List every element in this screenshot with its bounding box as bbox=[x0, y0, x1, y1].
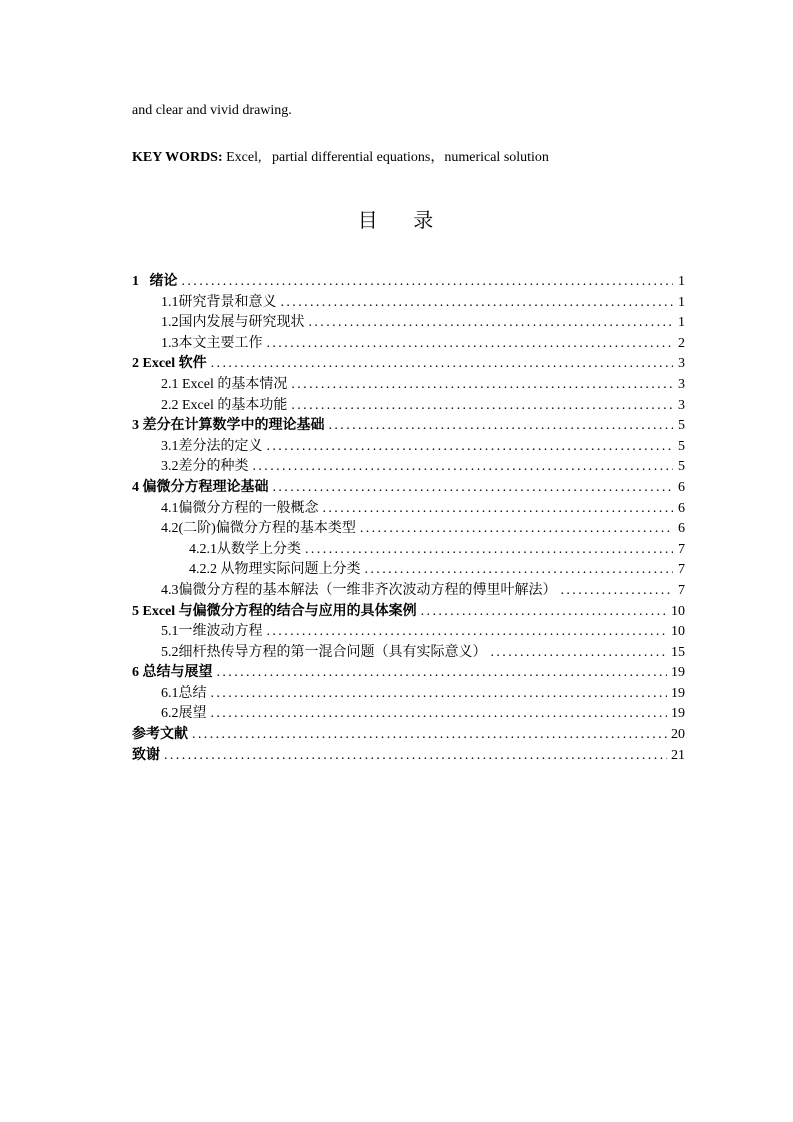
toc-entry-page: 7 bbox=[678, 582, 685, 598]
toc-entry-title: 5.2细杆热传导方程的第一混合问题（具有实际意义） bbox=[161, 644, 487, 660]
toc-entry-page: 3 bbox=[678, 376, 685, 392]
toc-dot-leader bbox=[217, 663, 668, 684]
toc-entry-title: 3.1差分法的定义 bbox=[161, 438, 263, 454]
toc-entry-title: 3 差分在计算数学中的理论基础 bbox=[132, 418, 325, 434]
toc-entry[interactable] bbox=[132, 272, 685, 293]
toc-entry-page: 10 bbox=[671, 603, 685, 619]
toc-entry-page: 3 bbox=[678, 356, 685, 372]
toc-dot-leader bbox=[329, 416, 674, 437]
toc-entry-page: 7 bbox=[678, 562, 685, 578]
toc-entry-page: 1 bbox=[678, 315, 685, 331]
toc-dot-leader bbox=[491, 643, 668, 664]
toc-dot-leader bbox=[291, 396, 673, 417]
toc-dot-leader bbox=[211, 354, 673, 375]
toc-entry[interactable] bbox=[132, 293, 685, 314]
toc-dot-leader bbox=[211, 704, 668, 725]
toc-dot-leader bbox=[281, 293, 674, 314]
toc-entry-page: 20 bbox=[671, 727, 685, 743]
toc-entry[interactable] bbox=[132, 478, 685, 499]
toc-entry-title: 5 Excel 与偏微分方程的结合与应用的具体案例 bbox=[132, 603, 417, 619]
toc-entry[interactable] bbox=[132, 581, 685, 602]
toc-entry-page: 7 bbox=[678, 541, 685, 557]
toc-entry[interactable] bbox=[132, 622, 685, 643]
toc-dot-leader bbox=[291, 375, 673, 396]
toc-entry-title: 2.2 Excel 的基本功能 bbox=[161, 397, 288, 413]
toc-entry-page: 1 bbox=[678, 294, 685, 310]
toc-entry-title: 2 Excel 软件 bbox=[132, 356, 207, 372]
toc-entry-title: 6.1总结 bbox=[161, 685, 207, 701]
toc-entry[interactable] bbox=[132, 313, 685, 334]
toc-entry-title: 4.3偏微分方程的基本解法（一维非齐次波动方程的傅里叶解法） bbox=[161, 582, 557, 598]
toc-dot-leader bbox=[253, 457, 674, 478]
toc-entry-page: 6 bbox=[678, 479, 685, 495]
toc-dot-leader bbox=[309, 313, 674, 334]
keywords-label: KEY WORDS: bbox=[132, 150, 223, 165]
toc-title: 目 录 bbox=[357, 208, 436, 232]
toc-entry-page: 10 bbox=[671, 624, 685, 640]
toc-entry-title: 1.1研究背景和意义 bbox=[161, 294, 277, 310]
toc-entry[interactable] bbox=[132, 499, 685, 520]
toc-entry[interactable] bbox=[132, 684, 685, 705]
toc-entry-page: 5 bbox=[678, 418, 685, 434]
keywords-line bbox=[132, 148, 549, 168]
toc-dot-leader bbox=[164, 746, 667, 767]
toc-entry-page: 15 bbox=[671, 644, 685, 660]
toc-dot-leader bbox=[211, 684, 668, 705]
toc-entry-page: 1 bbox=[678, 274, 685, 289]
toc-entry-title: 1 绪论 bbox=[132, 274, 178, 289]
toc-entry[interactable] bbox=[132, 416, 685, 437]
toc-entry[interactable] bbox=[132, 437, 685, 458]
toc-dot-leader bbox=[267, 334, 674, 355]
toc-entry-page: 2 bbox=[678, 335, 685, 351]
toc-entry[interactable] bbox=[132, 725, 685, 746]
toc-entry[interactable] bbox=[132, 602, 685, 623]
toc-entry[interactable] bbox=[132, 354, 685, 375]
toc-entry-title: 3.2差分的种类 bbox=[161, 459, 249, 475]
toc-entry[interactable] bbox=[132, 704, 685, 725]
toc-entry-title: 参考文献 bbox=[132, 727, 188, 743]
toc-dot-leader bbox=[192, 725, 667, 746]
table-of-contents bbox=[132, 272, 685, 766]
keywords-text: Excel, partial differential equations，numerical solution bbox=[222, 150, 549, 165]
toc-entry-page: 19 bbox=[671, 685, 685, 701]
toc-entry[interactable] bbox=[132, 540, 685, 561]
toc-entry-page: 19 bbox=[671, 665, 685, 681]
toc-dot-leader bbox=[273, 478, 674, 499]
toc-dot-leader bbox=[421, 602, 667, 623]
toc-entry[interactable] bbox=[132, 457, 685, 478]
abstract-last-line: and clear and vivid drawing. bbox=[132, 103, 292, 118]
toc-dot-leader bbox=[305, 540, 673, 561]
toc-entry[interactable] bbox=[132, 334, 685, 355]
toc-dot-leader bbox=[360, 519, 673, 540]
toc-dot-leader bbox=[323, 499, 674, 520]
toc-entry[interactable] bbox=[132, 663, 685, 684]
toc-dot-leader bbox=[267, 437, 674, 458]
toc-entry-page: 6 bbox=[678, 500, 685, 516]
toc-entry-title: 4.2.1从数学上分类 bbox=[189, 541, 301, 557]
toc-dot-leader bbox=[365, 560, 674, 581]
toc-entry-title: 4.2.2 从物理实际问题上分类 bbox=[189, 562, 361, 578]
toc-entry-page: 19 bbox=[671, 706, 685, 722]
toc-entry-page: 21 bbox=[671, 747, 685, 763]
toc-entry[interactable] bbox=[132, 375, 685, 396]
toc-entry[interactable] bbox=[132, 519, 685, 540]
toc-entry-title: 4 偏微分方程理论基础 bbox=[132, 479, 269, 495]
toc-entry-title: 2.1 Excel 的基本情况 bbox=[161, 376, 288, 392]
toc-entry-title: 致谢 bbox=[132, 747, 160, 763]
toc-entry-page: 5 bbox=[678, 438, 685, 454]
toc-entry-title: 6.2展望 bbox=[161, 706, 207, 722]
toc-dot-leader bbox=[561, 581, 674, 602]
toc-entry-title: 4.1偏微分方程的一般概念 bbox=[161, 500, 319, 516]
toc-dot-leader bbox=[267, 622, 668, 643]
toc-entry-title: 4.2(二阶)偏微分方程的基本类型 bbox=[161, 521, 356, 537]
toc-dot-leader bbox=[182, 272, 674, 293]
toc-entry-title: 6 总结与展望 bbox=[132, 665, 213, 681]
toc-entry-title: 1.3本文主要工作 bbox=[161, 335, 263, 351]
toc-entry-title: 5.1一维波动方程 bbox=[161, 624, 263, 640]
toc-entry[interactable] bbox=[132, 746, 685, 767]
toc-entry[interactable] bbox=[132, 643, 685, 664]
toc-entry-page: 5 bbox=[678, 459, 685, 475]
toc-entry-page: 6 bbox=[678, 521, 685, 537]
toc-entry[interactable] bbox=[132, 396, 685, 417]
toc-entry[interactable] bbox=[132, 560, 685, 581]
toc-entry-page: 3 bbox=[678, 397, 685, 413]
toc-entry-title: 1.2国内发展与研究现状 bbox=[161, 315, 305, 331]
